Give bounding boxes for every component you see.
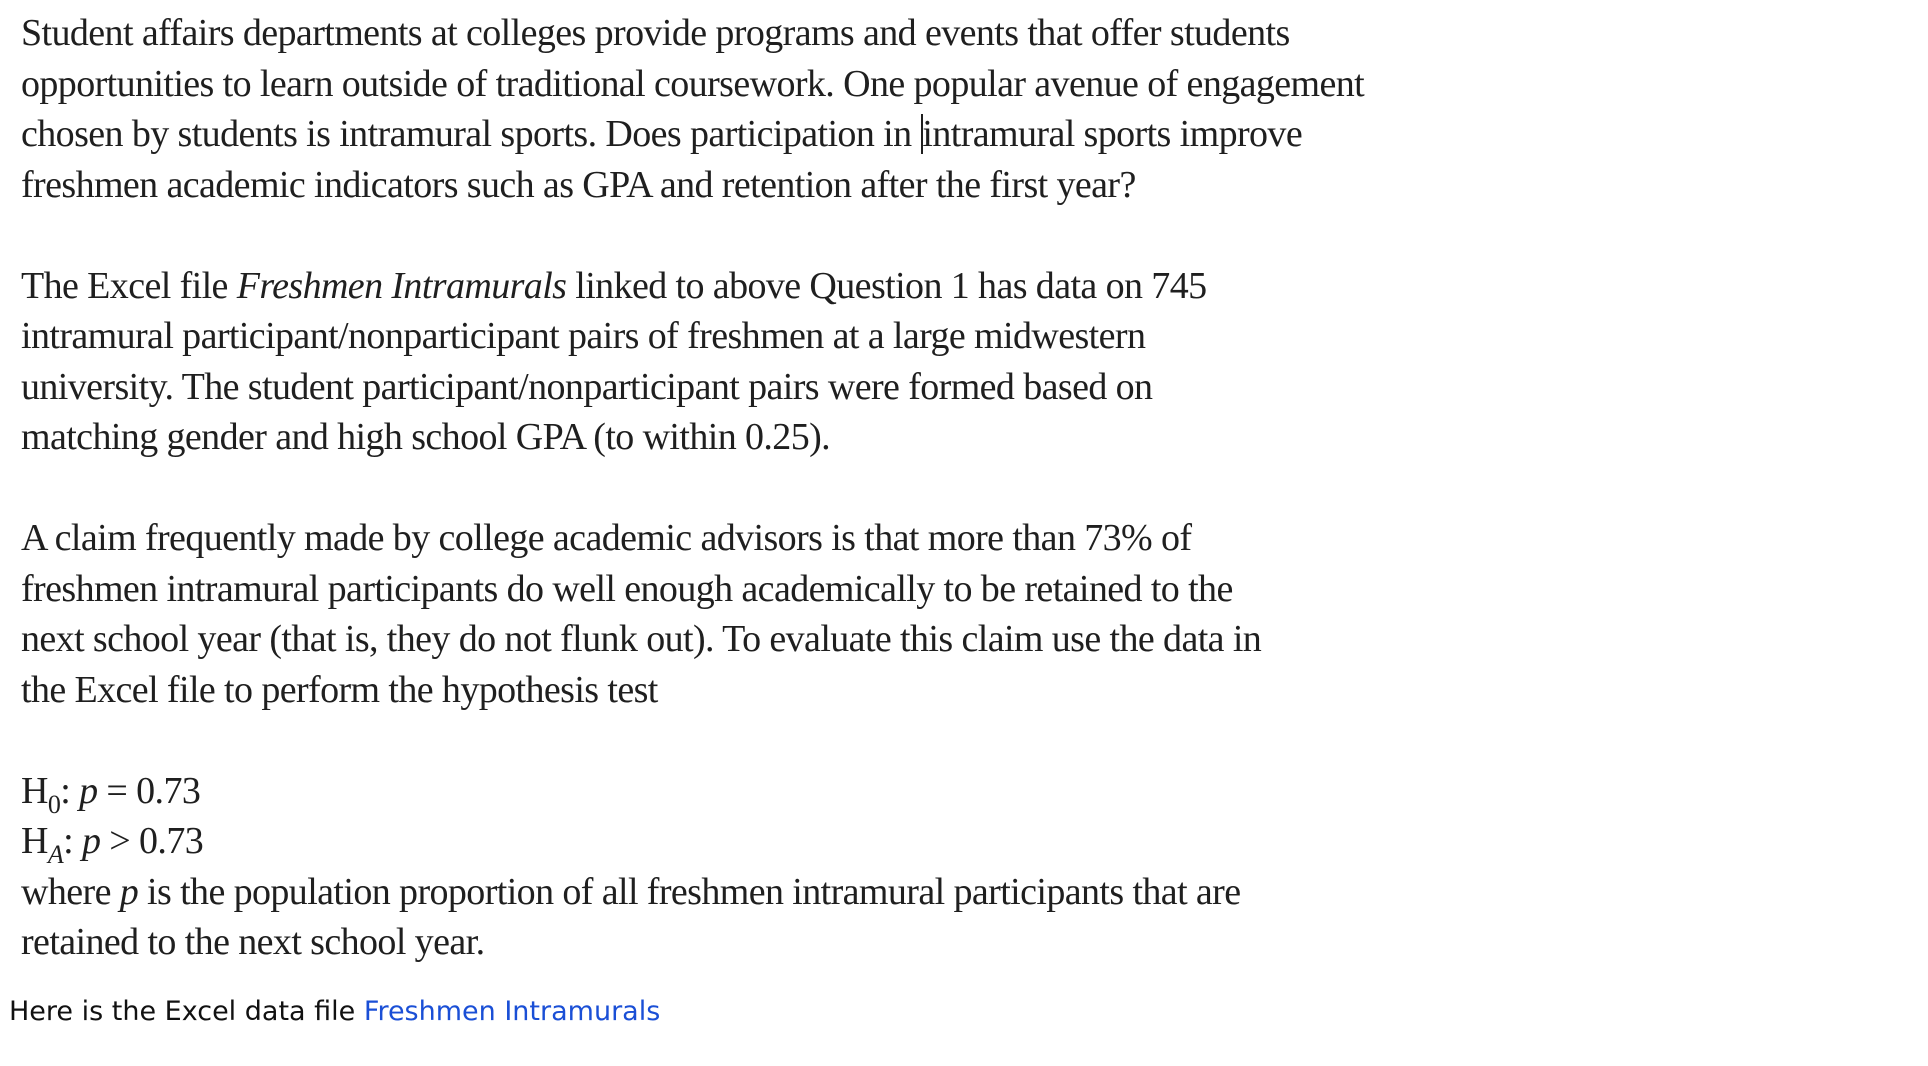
text-line: university. The student participant/nonparticipant pairs were formed based on [21,365,1153,408]
freshmen-intramurals-link[interactable]: Freshmen Intramurals [363,996,661,1027]
text-line: freshmen academic indicators such as GPA and retention after the first year? [21,163,1136,206]
hypothesis-letter: H [21,769,48,812]
text-line: freshmen intramural participants do well enough academically to be retained to the [21,567,1233,610]
hypothesis-subscript: A [47,840,64,869]
parameter-symbol: p [79,769,98,812]
hypotheses-block [21,766,1521,968]
hypothesis-letter: H [21,820,48,862]
data-file-note [9,996,660,1027]
text-line: opportunities to learn outside of traditional coursework. One popular avenue of engagement [21,62,1365,105]
hypothesis-separator: : [63,820,82,862]
hypothesis-relation: = 0.73 [97,769,201,812]
data-file-note-text: Here is the Excel data file [9,996,364,1027]
text-fragment: where [21,870,120,913]
hypothesis-relation: > 0.73 [100,820,204,862]
text-line [21,261,1521,312]
null-hypothesis [21,766,1521,817]
parameter-symbol: p [119,870,139,913]
claim-paragraph [21,513,1521,715]
intro-paragraph [21,8,1521,210]
text-line: matching gender and high school GPA (to within 0.25). [21,416,831,458]
text-fragment: chosen by students is intramural sports. Does participation in [21,113,921,155]
text-line [21,109,1521,160]
text-fragment: linked to above Question 1 has data on 745 [566,264,1207,307]
text-fragment: The Excel file [21,264,237,307]
parameter-symbol: p [82,820,101,862]
question-body [21,8,1521,968]
file-name-italic: Freshmen Intramurals [236,264,567,307]
text-line: retained to the next school year. [21,921,485,963]
text-fragment: is the population proportion of all freshmen intramural participants that are [138,870,1241,913]
text-fragment: intramural sports improve [922,113,1303,155]
text-line: Student affairs departments at colleges provide programs and events that offer students [21,12,1290,54]
text-line [21,867,1521,918]
text-line: intramural participant/nonparticipant pairs of freshmen at a large midwestern [21,315,1146,357]
hypothesis-separator: : [60,769,80,812]
data-description-paragraph [21,261,1521,463]
text-line: the Excel file to perform the hypothesis test [21,668,658,711]
alternative-hypothesis [21,816,1521,867]
text-line: next school year (that is, they do not flunk out). To evaluate this claim use the data in [21,618,1262,660]
text-line: A claim frequently made by college academic advisors is that more than 73% of [21,517,1192,559]
hypothesis-subscript: 0 [47,789,61,819]
